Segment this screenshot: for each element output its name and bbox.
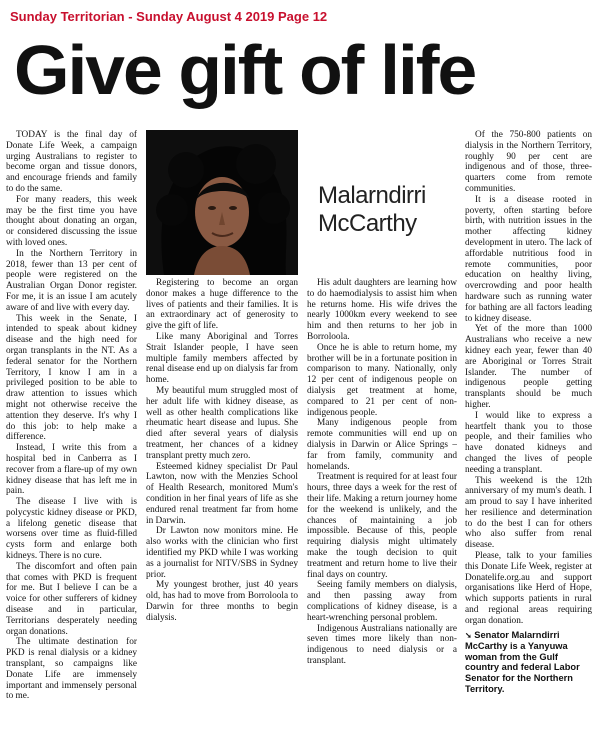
paragraph: His adult daughters are learning how to do haemodialysis to assist him when he returns home. His wife drives the nearly 1000km every weekend to see him and then returns to her job in Borroloola.: [307, 278, 457, 342]
byline-last-name: McCarthy: [318, 210, 417, 237]
paragraph: The discomfort and often pain that comes with PKD is frequent for me. But I believe I can be a voice for other sufferers of kidney disease and in particular, Territorians desperately needing organ donations.: [6, 561, 137, 637]
byline-first-name: Malarndirri: [318, 182, 426, 209]
author-bio-text: Senator Malarndirri McCarthy is a Yanyuwa woman from the Gulf country and federal Labor Senator for the Northern Territory.: [465, 629, 580, 694]
paragraph: Seeing family members on dialysis, and then passing away from complications of kidney disease, is a heart-wrenching personal problem.: [307, 580, 457, 623]
paragraph: Esteemed kidney specialist Dr Paul Lawton, now with the Menzies School of Health Research, monitored Mum's condition in her final years of life as she endured renal treatment far from home in Darwin.: [146, 461, 298, 526]
author-photo: [146, 130, 298, 275]
paragraph: Treatment is required for at least four hours, three days a week for the rest of their life. Making a return journey home for the weekend is unlikely, and the chances of maintaining a job impossible. Because of this, people requiring dialysis might ultimately make the tough decision to quit treatment and return home to live their final days on country.: [307, 472, 457, 580]
byline: [318, 182, 426, 238]
headline: Give gift of life: [14, 31, 476, 109]
paragraph: It is a disease rooted in poverty, often starting before birth, with nutrition issues in the mother affecting kidney development in utero. The lack of affordable nutritious food in remote communities, poor education on healthy living, overcrowding and poor health hardware such as running water for bathing are all factors leading to kidney disease.: [465, 194, 592, 324]
paragraph: In the Northern Territory in 2018, fewer than 13 per cent of people were registered on the Australian Organ Donor register. For me, it is an issue I am acutely aware of and live with every day.: [6, 248, 137, 313]
column-1: [6, 130, 137, 730]
author-bio: [465, 630, 592, 695]
paragraph: My youngest brother, just 40 years old, has had to move from Borroloola to Darwin for three months to begin dialysis.: [146, 580, 298, 623]
arrow-icon: ➘: [465, 630, 472, 640]
paragraph: My beautiful mum struggled most of her adult life with kidney disease, as well as other health complications like rheumatic heart disease and lupus. She died after several years of dialysis treatment, her chances of a kidney transplant pretty much zero.: [146, 385, 298, 461]
column-4: [465, 130, 592, 730]
paragraph: Instead, I write this from a hospital bed in Canberra as I recover from a flare-up of my own kidney disease that has left me in pain.: [6, 443, 137, 497]
paragraph: Of the 750-800 patients on dialysis in the Northern Territory, roughly 90 per cent are indigenous and of those, three-quarters come from remote communities.: [465, 130, 592, 194]
paragraph: The disease I live with is polycystic kidney disease or PKD, a lifelong genetic disease that worsens over time as fluid-filled cysts form and enlarge both kidneys. There is no cure.: [6, 497, 137, 562]
paragraph: Dr Lawton now monitors mine. He also works with the clinician who first identified my PKD while I was working as a journalist for NITV/SBS in Sydney prior.: [146, 526, 298, 580]
paragraph: Yet of the more than 1000 Australians who receive a new kidney each year, fewer than 40 are Aboriginal or Torres Strait Islander. The number of indigenous people getting transplants should be much higher.: [465, 324, 592, 410]
paragraph: Many indigenous people from remote communities will end up on dialysis in Darwin or Alice Springs – far from family, community and homelands.: [307, 418, 457, 472]
paragraph: I would like to express a heartfelt thank you to those people, and their families who have donated kidneys and changed the lives of people needing a transplant.: [465, 410, 592, 475]
column-2: [146, 278, 298, 730]
paragraph: Once he is able to return home, my brother will be in a fortunate position in comparison to many. Nationally, only 12 per cent of indigenous people on dialysis get treatment at home, compared to 21 per cent of non-indigenous people.: [307, 342, 457, 418]
paragraph: This week in the Senate, I intended to speak about kidney disease and the high need for organ transplants in the NT. As a federal senator for the Northern Territory, I know I am in a privileged position to be able to draw attention to issues which might not otherwise receive the attention they deserve. It's why I do this job: to help make a difference.: [6, 313, 137, 443]
paragraph: Like many Aboriginal and Torres Strait Islander people, I have seen multiple family members affected by renal disease end up on dialysis far from home.: [146, 331, 298, 386]
paragraph: This weekend is the 12th anniversary of my mum's death. I am proud to say I have inherited her resilience and determination to do the best I can for others who also suffer from renal disease.: [465, 475, 592, 551]
paragraph: Registering to become an organ donor makes a huge difference to the lives of patients and their families. It is an extraordinary act of generosity to give the gift of life.: [146, 278, 298, 332]
page-header: Sunday Territorian - Sunday August 4 2019 Page 12: [10, 9, 328, 24]
paragraph: The ultimate destination for PKD is renal dialysis or a kidney transplant, so campaigns like Donate Life are immensely important and immensely personal to me.: [6, 637, 137, 702]
column-3: [307, 278, 457, 730]
paragraph: Please, talk to your families this Donate Life Week, register at Donatelife.org.au and support organisations like Herd of Hope, which supports patients in rural and regional areas requiring organ donation.: [465, 551, 592, 626]
paragraph: Indigenous Australians nationally are seven times more likely than non-indigenous to need dialysis or a transplant.: [307, 623, 457, 666]
paragraph: TODAY is the final day of Donate Life Week, a campaign urging Australians to register to become organ and tissue donors, and encourage friends and family to do the same.: [6, 130, 137, 194]
portrait-illustration: [146, 130, 298, 275]
paragraph: For many readers, this week may be the first time you have thought about donating an organ, or considered discussing the issue with loved ones.: [6, 194, 137, 248]
